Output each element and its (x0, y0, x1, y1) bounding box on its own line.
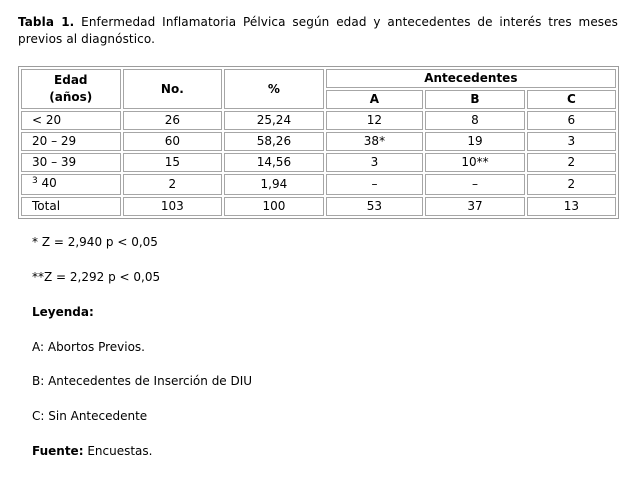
legend-item-a: A: Abortos Previos. (32, 340, 145, 354)
cell-a: 3 (326, 153, 424, 172)
header-no: No. (123, 69, 223, 109)
cell-c: 6 (527, 111, 616, 130)
caption-label: Tabla 1. (18, 15, 75, 29)
cell-c: 13 (527, 197, 616, 216)
footnote-1: * Z = 2,940 p < 0,05 (32, 235, 158, 249)
table-row (21, 132, 616, 151)
cell-c: 2 (527, 153, 616, 172)
header-b: B (425, 90, 525, 109)
legend-item-c: C: Sin Antecedente (32, 409, 148, 423)
cell-edad: 30 – 39 (21, 153, 121, 172)
cell-b: 10** (425, 153, 525, 172)
header-edad: Edad (años) (21, 69, 121, 109)
cell-edad-superscript: 3 (32, 176, 38, 186)
table-row (21, 111, 616, 130)
cell-a: 53 (326, 197, 424, 216)
caption-text: Enfermedad Inflamatoria Pélvica según edad y antecedentes de interés tres meses previos al diagnóstico. (18, 15, 618, 46)
cell-percent: 25,24 (224, 111, 324, 130)
cell-percent: 58,26 (224, 132, 324, 151)
header-antecedentes: Antecedentes (326, 69, 616, 88)
cell-b: – (425, 174, 525, 195)
cell-no: 103 (123, 197, 223, 216)
cell-percent: 14,56 (224, 153, 324, 172)
source-text: Encuestas. (83, 444, 153, 458)
cell-no: 26 (123, 111, 223, 130)
source-line (32, 443, 152, 460)
cell-b: 37 (425, 197, 525, 216)
header-percent: % (224, 69, 324, 109)
cell-no: 2 (123, 174, 223, 195)
cell-edad: Total (21, 197, 121, 216)
legend-item-b: B: Antecedentes de Inserción de DIU (32, 374, 253, 388)
table-caption (18, 14, 618, 48)
table-row (21, 174, 616, 195)
cell-c: 2 (527, 174, 616, 195)
cell-percent: 1,94 (224, 174, 324, 195)
source-label: Fuente: (32, 444, 84, 458)
cell-a: – (326, 174, 424, 195)
header-c: C (527, 90, 616, 109)
legend-title: Leyenda: (32, 305, 94, 319)
cell-edad: 20 – 29 (21, 132, 121, 151)
cell-no: 15 (123, 153, 223, 172)
cell-a: 38* (326, 132, 424, 151)
cell-edad: < 20 (21, 111, 121, 130)
table-header-row (21, 69, 616, 88)
cell-percent: 100 (224, 197, 324, 216)
cell-b: 19 (425, 132, 525, 151)
table-row (21, 153, 616, 172)
cell-c: 3 (527, 132, 616, 151)
data-table-frame (18, 66, 619, 219)
cell-b: 8 (425, 111, 525, 130)
cell-no: 60 (123, 132, 223, 151)
cell-edad: $^3$ 40 (21, 174, 121, 195)
cell-a: 12 (326, 111, 424, 130)
table-total-row (21, 197, 616, 216)
header-a: A (326, 90, 424, 109)
data-table (19, 67, 618, 218)
footnote-2: **Z = 2,292 p < 0,05 (32, 270, 161, 284)
